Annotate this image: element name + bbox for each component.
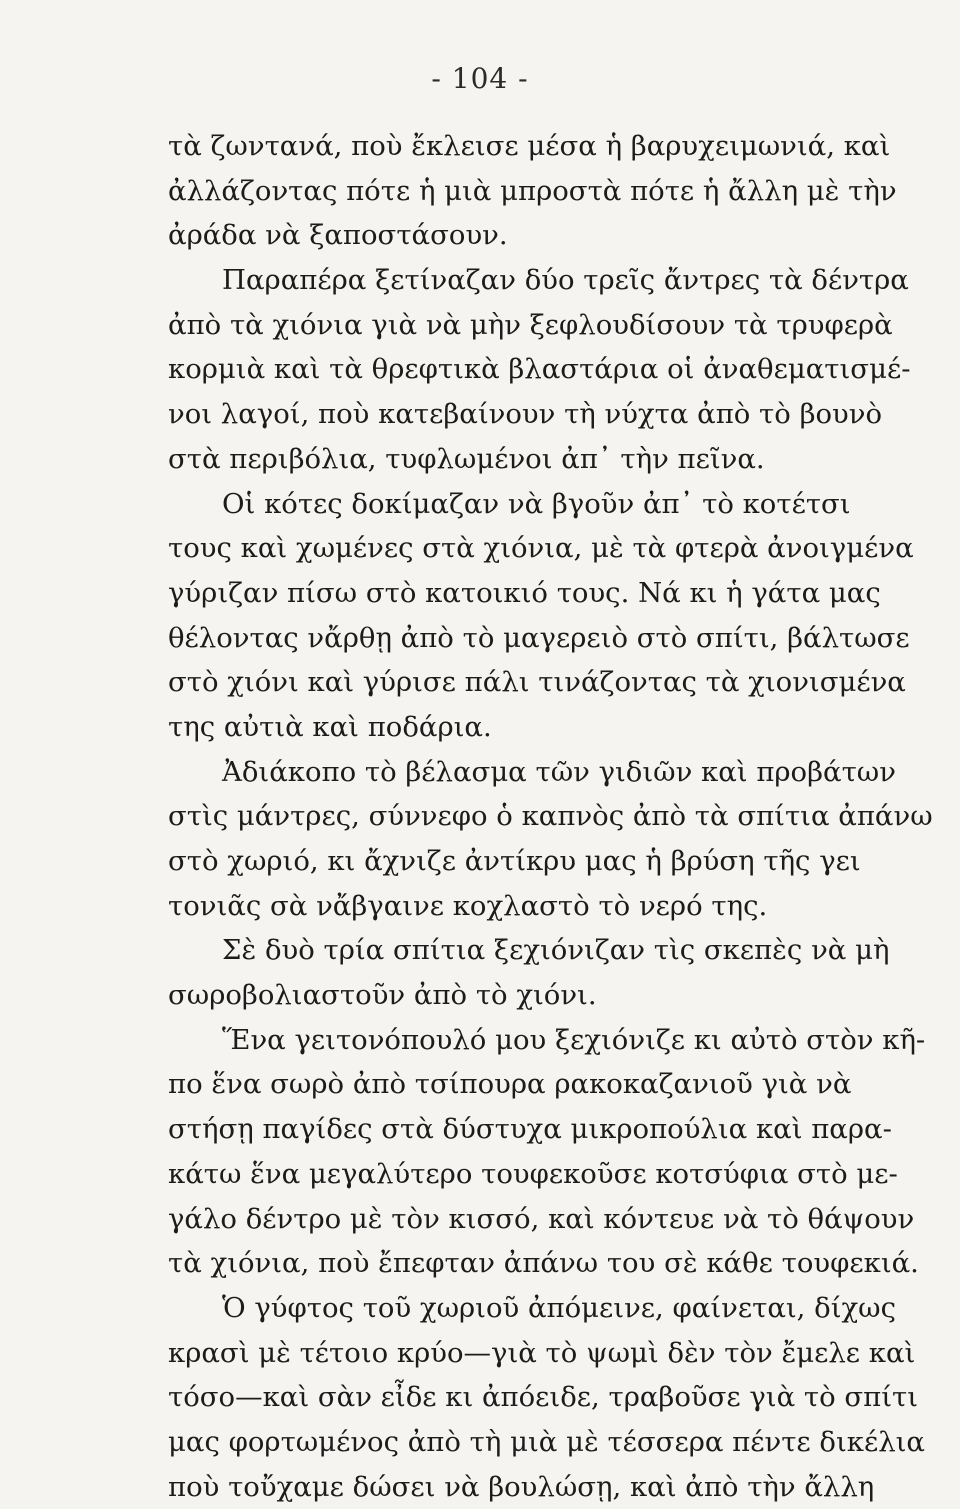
text-line: γύριζαν πίσω στὸ κατοικιό τους. Νά κι ἡ γάτα μας xyxy=(168,576,881,609)
text-line: νοι λαγοί, ποὺ κατεβαίνουν τὴ νύχτα ἀπὸ τὸ βουνὸ xyxy=(168,398,883,431)
text-line: στὶς μάντρες, σύννεφο ὁ καπνὸς ἀπὸ τὰ σπίτια ἀπάνω xyxy=(168,800,933,833)
text-line: ἀπὸ τὰ χιόνια γιὰ νὰ μὴν ξεφλουδίσουν τὰ τρυφερὰ xyxy=(168,308,893,341)
text-line: σωροβολιαστοῦν ἀπὸ τὸ χιόνι. xyxy=(168,979,597,1012)
text-line: κρασὶ μὲ τέτοιο κρύο—γιὰ τὸ ψωμὶ δὲν τὸν ἔμελε καὶ xyxy=(168,1336,916,1369)
text-line: κάτω ἕνα μεγαλύτερο τουφεκοῦσε κοτσύφια στὸ με- xyxy=(168,1157,898,1190)
body-text xyxy=(168,124,938,1509)
text-line: πο ἕνα σωρὸ ἀπὸ τσίπουρα ρακοκαζανιοῦ γιὰ νὰ xyxy=(168,1068,852,1101)
text-line: τονιᾶς σὰ νἄβγαινε κοχλαστὸ τὸ νερό της. xyxy=(168,889,768,922)
text-line: κορμιὰ καὶ τὰ θρεφτικὰ βλαστάρια οἱ ἀναθεματισμέ- xyxy=(168,353,911,386)
text-line: θέλοντας νἄρθῃ ἀπὸ τὸ μαγερειὸ στὸ σπίτι, βάλτωσε xyxy=(168,621,910,654)
text-line: γάλο δέντρο μὲ τὸν κισσό, καὶ κόντευε νὰ τὸ θάψουν xyxy=(168,1202,915,1235)
text-line: Οἱ κότες δοκίμαζαν νὰ βγοῦν ἀπ᾽ τὸ κοτέτσι xyxy=(222,487,851,520)
text-line: τὰ ζωντανά, ποὺ ἔκλεισε μέσα ἡ βαρυχειμωνιά, καὶ xyxy=(168,130,891,162)
page-number: - 104 - xyxy=(431,62,529,95)
text-line: ποὺ τοὔχαμε δώσει νὰ βουλώσῃ, καὶ ἀπὸ τὴν ἄλλη xyxy=(168,1470,875,1503)
text-line: Παραπέρα ξετίναζαν δύο τρεῖς ἄντρες τὰ δέντρα xyxy=(222,264,909,297)
text-line: μας φορτωμένος ἀπὸ τὴ μιὰ μὲ τέσσερα πέντε δικέλια xyxy=(168,1425,925,1458)
text-line: στήσῃ παγίδες στὰ δύστυχα μικροπούλια καὶ παρα- xyxy=(168,1113,892,1146)
text-line: Ἕνα γειτονόπουλό μου ξεχιόνιζε κι αὐτὸ στὸν κῆ- xyxy=(222,1023,926,1056)
text-line: τὰ χιόνια, ποὺ ἔπεφταν ἀπάνω του σὲ κάθε τουφεκιά. xyxy=(168,1247,919,1280)
text-line: τους καὶ χωμένες στὰ χιόνια, μὲ τὰ φτερὰ ἀνοιγμένα xyxy=(168,532,914,565)
text-line: στὰ περιβόλια, τυφλωμένοι ἀπ᾽ τὴν πεῖνα. xyxy=(168,442,765,475)
text-line: τόσο—καὶ σὰν εἶδε κι ἀπόειδε, τραβοῦσε γιὰ τὸ σπίτι xyxy=(168,1381,919,1414)
text-line: στὸ χιόνι καὶ γύρισε πάλι τινάζοντας τὰ χιονισμένα xyxy=(168,666,906,699)
text-line: Ὁ γύφτος τοῦ χωριοῦ ἀπόμεινε, φαίνεται, δίχως xyxy=(222,1291,896,1324)
text-line: Σὲ δυὸ τρία σπίτια ξεχιόνιζαν τὶς σκεπὲς νὰ μὴ xyxy=(222,934,890,967)
text-line: ἀλλάζοντας πότε ἡ μιὰ μπροστὰ πότε ἡ ἄλλη μὲ τὴν xyxy=(168,174,897,207)
text-line: της αὐτιὰ καὶ ποδάρια. xyxy=(168,710,492,743)
text-line: ἀράδα νὰ ξαποστάσουν. xyxy=(168,219,508,252)
text-line: στὸ χωριό, κι ἄχνιζε ἀντίκρυ μας ἡ βρύση τῆς γει xyxy=(168,845,861,877)
text-line: Ἀδιάκοπο τὸ βέλασμα τῶν γιδιῶν καὶ προβάτων xyxy=(222,755,896,788)
